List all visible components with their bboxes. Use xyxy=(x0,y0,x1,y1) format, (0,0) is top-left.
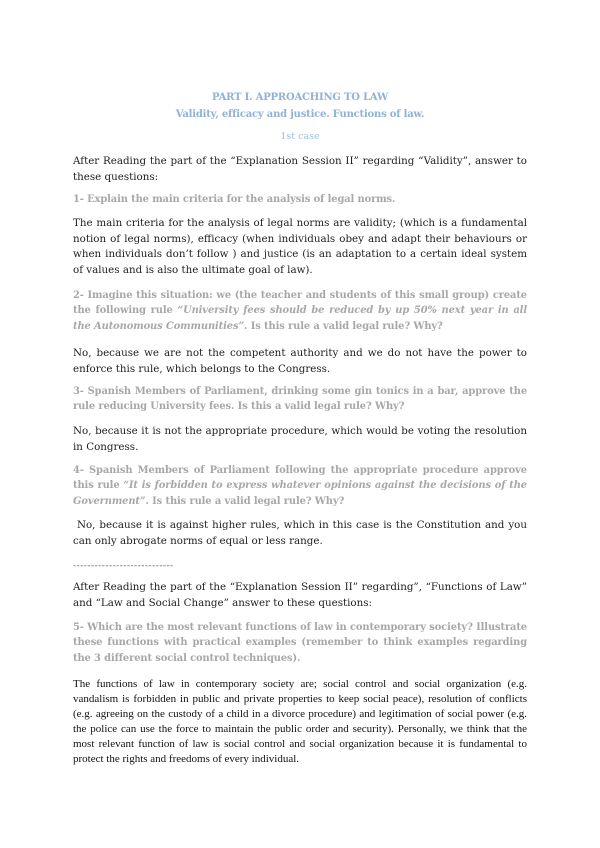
answer-2: No, because we are not the competent authority and we do not have the power to enforce this rule, which belongs to the Congress. xyxy=(73,347,527,375)
subtitle: Validity, efficacy and justice. Functions of law. xyxy=(175,109,425,120)
intro-validity: After Reading the part of the “Explanation Session II” regarding “Validity”, answer to these questions: xyxy=(73,155,527,183)
question-4-rule: “It is forbidden to express whatever opinions against the decisions of the Government” xyxy=(73,480,527,507)
answer-3: No, because it is not the appropriate procedure, which would be voting the resolution in Congress. xyxy=(73,425,527,453)
question-2-suffix: . Is this rule a valid legal rule? Why? xyxy=(244,320,443,332)
answer-4: No, because it is against higher rules, which in this case is the Constitution and you can only abrogate norms of equal or less range. xyxy=(73,519,527,547)
intro-functions: After Reading the part of the “Explanation Session II” regarding”, “Functions of Law” and “Law and Social Change” answer to these questions: xyxy=(73,581,527,609)
question-4 xyxy=(73,463,527,509)
question-5: 5- Which are the most relevant functions of law in contemporary society? Illustrate these functions with practical examples (remember to think examples regarding the 3 different social control techniques). xyxy=(73,622,527,664)
question-3: 3- Spanish Members of Parliament, drinking some gin tonics in a bar, approve the rule reducing University fees. Is this a valid legal rule? Why? xyxy=(73,386,527,413)
separator: ---------------------------- xyxy=(73,560,174,570)
question-4-suffix: . Is this rule a valid legal rule? Why? xyxy=(145,495,345,507)
part-title: PART I. APPROACHING TO LAW xyxy=(211,92,389,103)
answer-5: The functions of law in contemporary society are; social control and social organization (e.g. vandalism is forbidden in public and private properties to keep social peace), resolution of conflicts (e.g. agreeing on the custody of a child in a divorce procedure) and legitimation of social power (e.g. the police can use the force to maintain the public order and security). Personally, we think that the most relevant function of law is social control and social organization because it is fundamental to protect the rights and freedoms of every individual. xyxy=(73,678,527,765)
question-4-prefix: 4- Spanish Members of Parliament following the appropriate procedure approve this rule xyxy=(73,465,527,492)
answer-1: The main criteria for the analysis of legal norms are validity; (which is a fundamental notion of legal norms), efficacy (when individuals obey and adapt their behaviours or when individuals don’t follow ) and justice (is an adaptation to a certain ideal system of values and is also the ultimate goal of law). xyxy=(73,217,527,276)
question-1: 1- Explain the main criteria for the analysis of legal norms. xyxy=(73,194,396,205)
case-label: 1st case xyxy=(280,131,320,142)
question-2-rule: “University fees should be reduced by up 50% next year in all the Autonomous Communities” xyxy=(73,305,527,332)
question-2-prefix: 2- Imagine this situation: we (the teacher and students of this small group) create the following rule xyxy=(73,290,527,317)
question-2 xyxy=(73,288,527,334)
